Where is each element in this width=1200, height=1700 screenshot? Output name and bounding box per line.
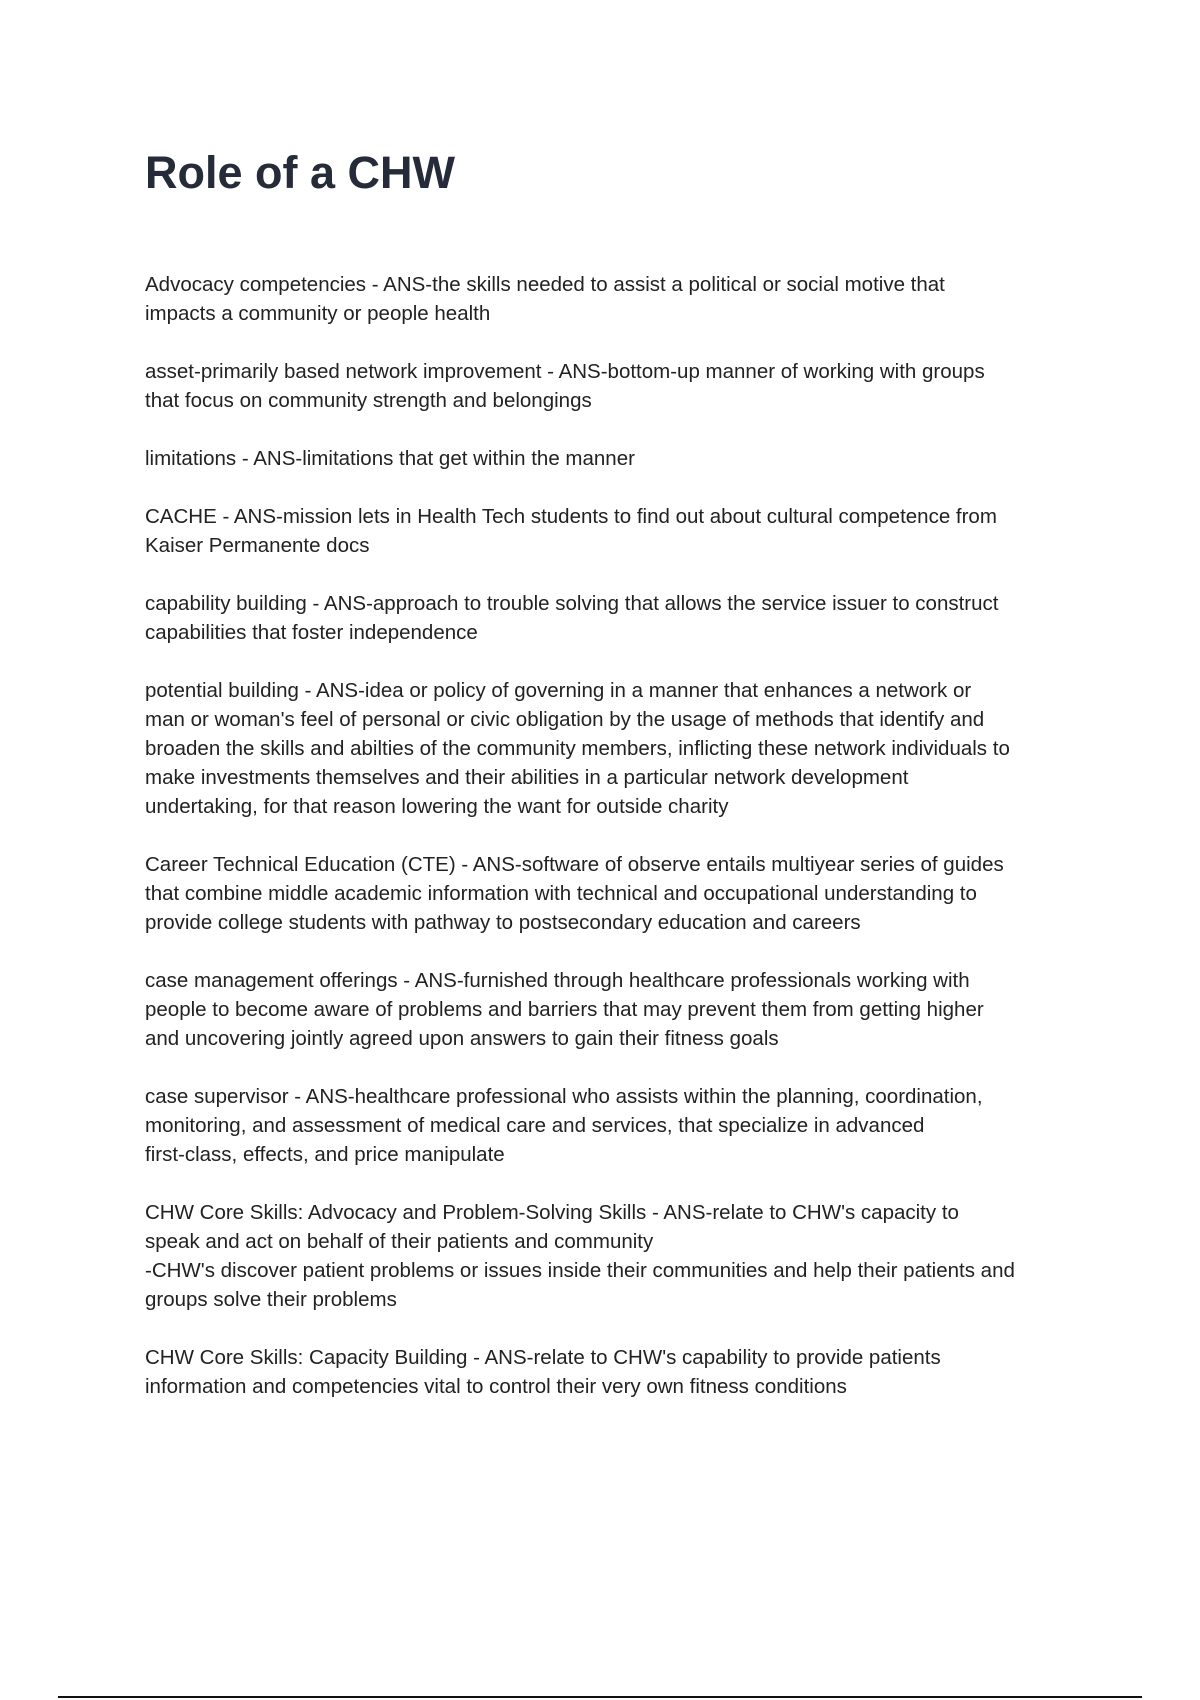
definition-line: limitations - ANS-limitations that get within the manner bbox=[145, 447, 635, 470]
definition-line: provide college students with pathway to postsecondary education and careers bbox=[145, 911, 861, 934]
definition-line: capabilities that foster independence bbox=[145, 621, 478, 644]
definition-line: CHW Core Skills: Advocacy and Problem-Solving Skills - ANS-relate to CHW's capacity to bbox=[145, 1201, 959, 1224]
definition-line: CHW Core Skills: Capacity Building - ANS-relate to CHW's capability to provide patients bbox=[145, 1346, 941, 1369]
entry-list bbox=[145, 270, 1095, 1430]
definition-line: man or woman's feel of personal or civic obligation by the usage of methods that identify and bbox=[145, 708, 985, 731]
definition-entry bbox=[145, 270, 1095, 328]
definition-entry bbox=[145, 676, 1095, 821]
definition-line: people to become aware of problems and barriers that may prevent them from getting higher bbox=[145, 998, 984, 1021]
definition-line: first-class, effects, and price manipulate bbox=[145, 1143, 505, 1166]
footer-divider bbox=[58, 1696, 1142, 1698]
definition-line: make investments themselves and their abilities in a particular network development bbox=[145, 766, 909, 789]
definition-line: case supervisor - ANS-healthcare professional who assists within the planning, coordination, bbox=[145, 1085, 983, 1108]
definition-line: asset-primarily based network improvement - ANS-bottom-up manner of working with groups bbox=[145, 360, 985, 383]
definition-line: case management offerings - ANS-furnished through healthcare professionals working with bbox=[145, 969, 970, 992]
definition-line: speak and act on behalf of their patients and community bbox=[145, 1230, 654, 1253]
definition-line: broaden the skills and abilties of the community members, inflicting these network individuals to bbox=[145, 737, 1010, 760]
definition-line: Career Technical Education (CTE) - ANS-software of observe entails multiyear series of guides bbox=[145, 853, 1004, 876]
definition-entry bbox=[145, 444, 1095, 473]
definition-line: undertaking, for that reason lowering the want for outside charity bbox=[145, 795, 729, 818]
definition-line: potential building - ANS-idea or policy of governing in a manner that enhances a network or bbox=[145, 679, 972, 702]
definition-entry bbox=[145, 850, 1095, 937]
definition-entry bbox=[145, 1198, 1095, 1314]
definition-line: that focus on community strength and belongings bbox=[145, 389, 592, 412]
definition-line: capability building - ANS-approach to trouble solving that allows the service issuer to construct bbox=[145, 592, 999, 615]
definition-entry bbox=[145, 966, 1095, 1053]
definition-entry bbox=[145, 589, 1095, 647]
page-title: Role of a CHW bbox=[145, 147, 455, 198]
definition-line: monitoring, and assessment of medical care and services, that specialize in advanced bbox=[145, 1114, 925, 1137]
definition-line: Advocacy competencies - ANS-the skills needed to assist a political or social motive that bbox=[145, 273, 945, 296]
definition-line: Kaiser Permanente docs bbox=[145, 534, 370, 557]
definition-entry bbox=[145, 357, 1095, 415]
definition-line: CACHE - ANS-mission lets in Health Tech students to find out about cultural competence from bbox=[145, 505, 997, 528]
definition-line: impacts a community or people health bbox=[145, 302, 491, 325]
definition-line: and uncovering jointly agreed upon answers to gain their fitness goals bbox=[145, 1027, 779, 1050]
definition-line: that combine middle academic information with technical and occupational understanding to bbox=[145, 882, 977, 905]
definition-entry bbox=[145, 1082, 1095, 1169]
definition-entry bbox=[145, 1343, 1095, 1401]
definition-line: -CHW's discover patient problems or issues inside their communities and help their patients and bbox=[145, 1259, 1015, 1282]
definition-line: groups solve their problems bbox=[145, 1288, 397, 1311]
definition-line: information and competencies vital to control their very own fitness conditions bbox=[145, 1375, 847, 1398]
definition-entry bbox=[145, 502, 1095, 560]
